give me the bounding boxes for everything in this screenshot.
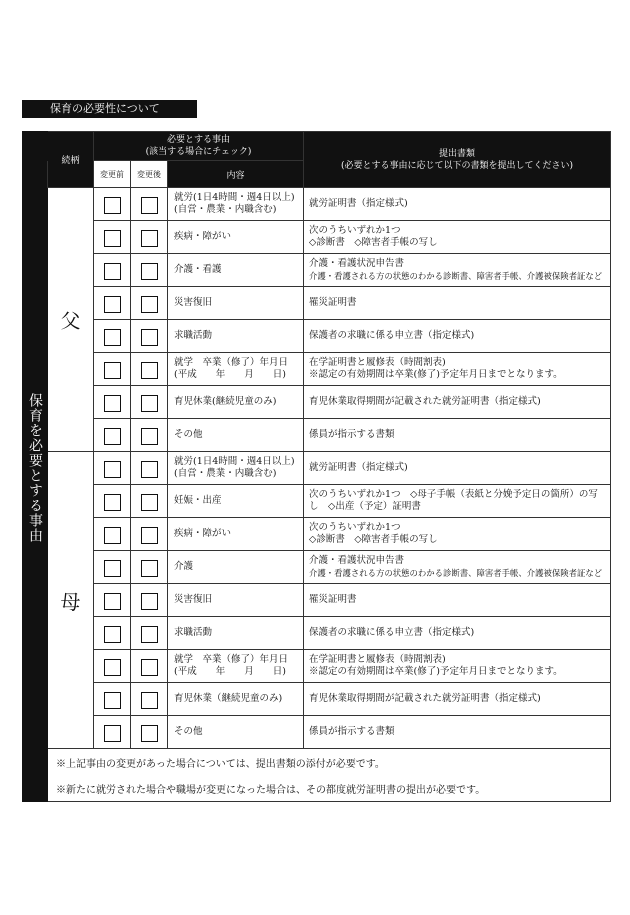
father-label: 父 [48,188,94,452]
mother-row1-before-checkbox[interactable] [104,461,121,478]
header-before: 変更前 [94,161,131,188]
mother-row-1 [23,452,611,485]
mother-row6-before-checkbox[interactable] [104,626,121,643]
required-docs: 罹災証明書 [304,584,611,617]
reason-content: 介護 [168,551,304,584]
header-corner [23,132,48,161]
father-row8-after-checkbox[interactable] [141,428,158,445]
mother-row-3 [23,518,611,551]
mother-row2-after-checkbox[interactable] [141,494,158,511]
mother-row-9 [23,716,611,749]
mother-row7-after-checkbox[interactable] [141,659,158,676]
father-row-3 [23,254,611,287]
reason-content: 育児休業(継続児童のみ) [168,386,304,419]
father-row2-before-checkbox[interactable] [104,230,121,247]
reason-content: 求職活動 [168,320,304,353]
father-row-1 [23,188,611,221]
mother-row-6 [23,617,611,650]
necessity-form-table [22,131,611,802]
header-relation: 続柄 [48,132,94,188]
required-docs: 育児休業取得期間が記載された就労証明書（指定様式) [304,386,611,419]
required-docs: 在学証明書と履修表（時間割表) ※認定の有効期間は卒業(修了)予定年月日までとなります。 [304,650,611,683]
father-row1-before-checkbox[interactable] [104,197,121,214]
mother-row-2 [23,485,611,518]
father-row-6 [23,353,611,386]
required-docs: 就労証明書（指定様式) [304,452,611,485]
side-notes-bar [23,749,48,776]
note-text: ※上記事由の変更があった場合については、提出書類の添付が必要です。 [48,749,611,776]
mother-row6-after-checkbox[interactable] [141,626,158,643]
mother-label: 母 [48,452,94,749]
note-text: ※新たに就労された場合や職場が変更になった場合は、その都度就労証明書の提出が必要です。 [48,775,611,802]
reason-content: 育児休業（継続児童のみ) [168,683,304,716]
reason-content: 疾病・障がい [168,221,304,254]
father-row5-after-checkbox[interactable] [141,329,158,346]
father-row-2 [23,221,611,254]
header-reason: 必要とする事由 (該当する場合にチェック) [94,132,304,161]
required-docs: 罹災証明書 [304,287,611,320]
mother-row2-before-checkbox[interactable] [104,494,121,511]
notes-row-2 [23,775,611,802]
mother-row4-after-checkbox[interactable] [141,560,158,577]
father-row6-after-checkbox[interactable] [141,362,158,379]
mother-row3-after-checkbox[interactable] [141,527,158,544]
mother-row8-after-checkbox[interactable] [141,692,158,709]
required-docs: 在学証明書と履修表（時間割表) ※認定の有効期間は卒業(修了)予定年月日までとなります。 [304,353,611,386]
mother-row-7 [23,650,611,683]
header-after: 変更後 [131,161,168,188]
mother-row4-before-checkbox[interactable] [104,560,121,577]
reason-content: 就学 卒業（修了）年月日 (平成 年 月 日) [168,650,304,683]
mother-row1-after-checkbox[interactable] [141,461,158,478]
section-title: 保育の必要性について [22,100,197,118]
father-row3-before-checkbox[interactable] [104,263,121,280]
header-corner-2 [23,161,48,188]
mother-row5-after-checkbox[interactable] [141,593,158,610]
reason-content: その他 [168,716,304,749]
reason-content: 求職活動 [168,617,304,650]
father-row3-after-checkbox[interactable] [141,263,158,280]
required-docs: 育児休業取得期間が記載された就労証明書（指定様式) [304,683,611,716]
father-row7-after-checkbox[interactable] [141,395,158,412]
required-docs: 次のうちいずれか1つ ◇診断書 ◇障害者手帳の写し [304,221,611,254]
reason-content: 疾病・障がい [168,518,304,551]
header-content: 内容 [168,161,304,188]
required-docs: 次のうちいずれか1つ ◇診断書 ◇障害者手帳の写し [304,518,611,551]
father-row7-before-checkbox[interactable] [104,395,121,412]
required-docs: 介護・看護状況申告書 介護・看護される方の状態のわかる診断書、障害者手帳、介護被保険者証など [304,254,611,287]
required-docs: 保護者の求職に係る申立書（指定様式) [304,320,611,353]
father-row1-after-checkbox[interactable] [141,197,158,214]
side-notes-bar [23,775,48,802]
mother-row9-after-checkbox[interactable] [141,725,158,742]
mother-row3-before-checkbox[interactable] [104,527,121,544]
father-row8-before-checkbox[interactable] [104,428,121,445]
father-row-5 [23,320,611,353]
father-row4-after-checkbox[interactable] [141,296,158,313]
mother-row7-before-checkbox[interactable] [104,659,121,676]
father-row4-before-checkbox[interactable] [104,296,121,313]
required-docs: 保護者の求職に係る申立書（指定様式) [304,617,611,650]
reason-content: 介護・看護 [168,254,304,287]
required-docs: 次のうちいずれか1つ ◇母子手帳（表紙と分娩予定日の箇所）の写 し ◇出産（予定）証明書 [304,485,611,518]
mother-row-4 [23,551,611,584]
father-row5-before-checkbox[interactable] [104,329,121,346]
notes-row-1 [23,749,611,776]
father-row6-before-checkbox[interactable] [104,362,121,379]
reason-content: その他 [168,419,304,452]
father-row2-after-checkbox[interactable] [141,230,158,247]
required-docs: 係員が指示する書類 [304,419,611,452]
reason-content: 災害復旧 [168,287,304,320]
required-docs: 就労証明書（指定様式) [304,188,611,221]
father-row-8 [23,419,611,452]
mother-row-8 [23,683,611,716]
mother-row8-before-checkbox[interactable] [104,692,121,709]
required-docs: 係員が指示する書類 [304,716,611,749]
reason-content: 就労(1日4時間・週4日以上) (自営・農業・内職含む) [168,452,304,485]
mother-row-5 [23,584,611,617]
reason-content: 就労(1日4時間・週4日以上) (自営・農業・内職含む) [168,188,304,221]
mother-row9-before-checkbox[interactable] [104,725,121,742]
header-docs: 提出書類 (必要とする事由に応じて以下の書類を提出してください) [304,132,611,188]
required-docs: 介護・看護状況申告書 介護・看護される方の状態のわかる診断書、障害者手帳、介護被保険者証など [304,551,611,584]
reason-content: 妊娠・出産 [168,485,304,518]
reason-content: 災害復旧 [168,584,304,617]
side-label: 保育を必要とする事由 [23,188,48,749]
mother-row5-before-checkbox[interactable] [104,593,121,610]
father-row-4 [23,287,611,320]
father-row-7 [23,386,611,419]
reason-content: 就学 卒業（修了）年月日 (平成 年 月 日) [168,353,304,386]
